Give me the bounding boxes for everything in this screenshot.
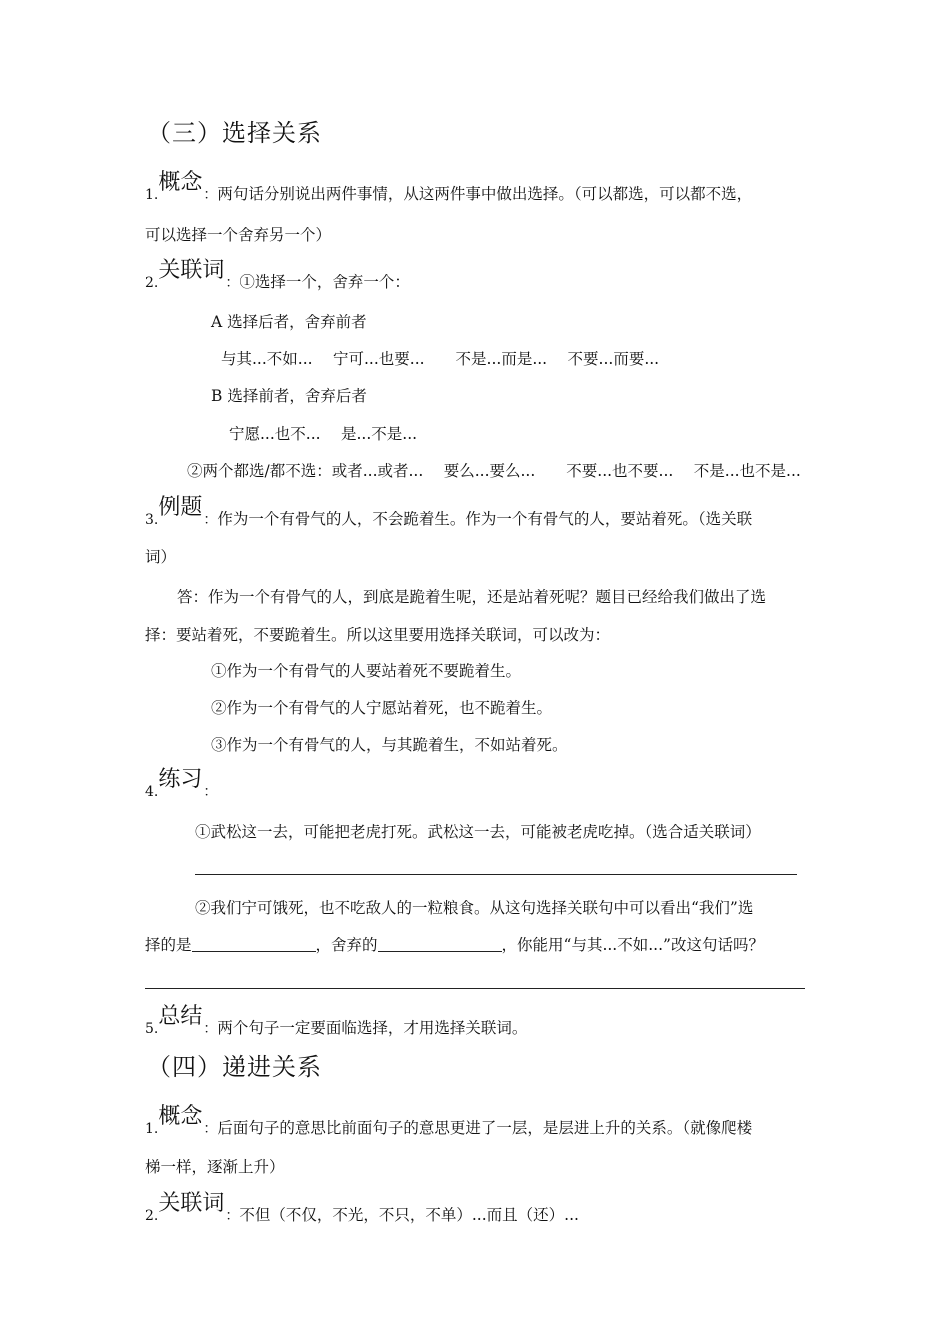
item-colon: ： <box>225 275 240 291</box>
item-number: 3. <box>145 512 159 528</box>
example-text-cont: 词） <box>145 548 177 566</box>
answer-text: 答：作为一个有骨气的人，到底是跪着生呢，还是站着死呢？题目已经给我们做出了选 <box>177 588 767 606</box>
keywords-text: 不但（不仅，不光，不只，不单）...而且（还）... <box>239 1206 579 1224</box>
summary-line <box>145 1004 528 1039</box>
blank-chosen[interactable] <box>192 935 316 952</box>
item-term: 关联词 <box>158 1191 225 1216</box>
concept-text-cont: 可以选择一个舍弃另一个） <box>145 226 332 244</box>
item-colon: ： <box>203 187 218 203</box>
example-text: 作为一个有骨气的人，不会跪着生。作为一个有骨气的人，要站着死。（选关联 <box>217 510 753 528</box>
item-number: 2. <box>145 1208 159 1224</box>
keywords-intro: ①选择一个，舍弃一个： <box>239 273 410 291</box>
blank-discarded[interactable] <box>378 935 502 952</box>
concept-text-cont: 梯一样，逐渐上升） <box>145 1158 285 1176</box>
practice-question-2-cont <box>145 935 764 955</box>
item-colon: ： <box>203 512 218 528</box>
practice-question-1: ①武松这一去，可能把老虎打死。武松这一去，可能被老虎吃掉。（选合适关联词） <box>195 823 761 841</box>
keywords-both: ②两个都选/都不选：或者...或者... 要么...要么... 不要...也不要... 不是...也不是... <box>187 462 801 480</box>
answer-text-cont: 择：要站着死，不要跪着生。所以这里要用选择关联词，可以改为： <box>145 626 611 644</box>
item-colon: ： <box>203 784 218 800</box>
practice-question-2: ②我们宁可饿死，也不吃敌人的一粒粮食。从这句选择关联句中可以看出“我们”选 <box>195 899 754 917</box>
item-colon: ： <box>203 1021 218 1037</box>
item-term: 练习 <box>158 767 203 792</box>
concept-line <box>145 1104 753 1139</box>
item-number: 4. <box>145 784 159 800</box>
q2-text: ，你能用“与其...不如...”改这句话吗？ <box>501 936 764 954</box>
concept-text: 两句话分别说出两件事情，从这两件事中做出选择。（可以都选，可以都不选， <box>217 185 753 203</box>
q2-text: ，舍弃的 <box>315 936 378 954</box>
keywords-b-words: 宁愿...也不... 是...不是... <box>229 425 418 443</box>
answer-line[interactable] <box>195 874 797 875</box>
item-number: 1. <box>145 187 159 203</box>
keywords-a-label: A 选择后者，舍弃前者 <box>211 313 367 331</box>
keywords-b-label: B 选择前者，舍弃后者 <box>211 387 367 405</box>
item-term: 概念 <box>158 170 203 195</box>
keywords-a-words: 与其...不如... 宁可...也要... 不是...而是... 不要...而要... <box>221 350 660 368</box>
item-term: 关联词 <box>158 258 225 283</box>
item-colon: ： <box>225 1208 240 1224</box>
practice-line <box>145 767 218 802</box>
keywords-line <box>145 258 410 293</box>
answer-line[interactable] <box>145 988 805 989</box>
summary-text: 两个句子一定要面临选择，才用选择关联词。 <box>217 1019 528 1037</box>
answer-item: ②作为一个有骨气的人宁愿站着死，也不跪着生。 <box>211 699 553 717</box>
item-term: 总结 <box>158 1004 203 1029</box>
item-term: 例题 <box>158 495 203 520</box>
section-title: （三）选择关系 <box>147 119 322 147</box>
answer-item: ③作为一个有骨气的人，与其跪着生，不如站着死。 <box>211 736 568 754</box>
q2-text: 择的是 <box>145 936 192 954</box>
item-colon: ： <box>203 1121 218 1137</box>
example-line <box>145 495 753 530</box>
concept-text: 后面句子的意思比前面句子的意思更进了一层，是层进上升的关系。（就像爬楼 <box>217 1119 753 1137</box>
item-term: 概念 <box>158 1104 203 1129</box>
item-number: 2. <box>145 275 159 291</box>
keywords-line <box>145 1191 579 1226</box>
answer-item: ①作为一个有骨气的人要站着死不要跪着生。 <box>211 662 522 680</box>
section-title: （四）递进关系 <box>147 1053 322 1081</box>
item-number: 1. <box>145 1121 159 1137</box>
item-number: 5. <box>145 1021 159 1037</box>
concept-line <box>145 170 753 205</box>
